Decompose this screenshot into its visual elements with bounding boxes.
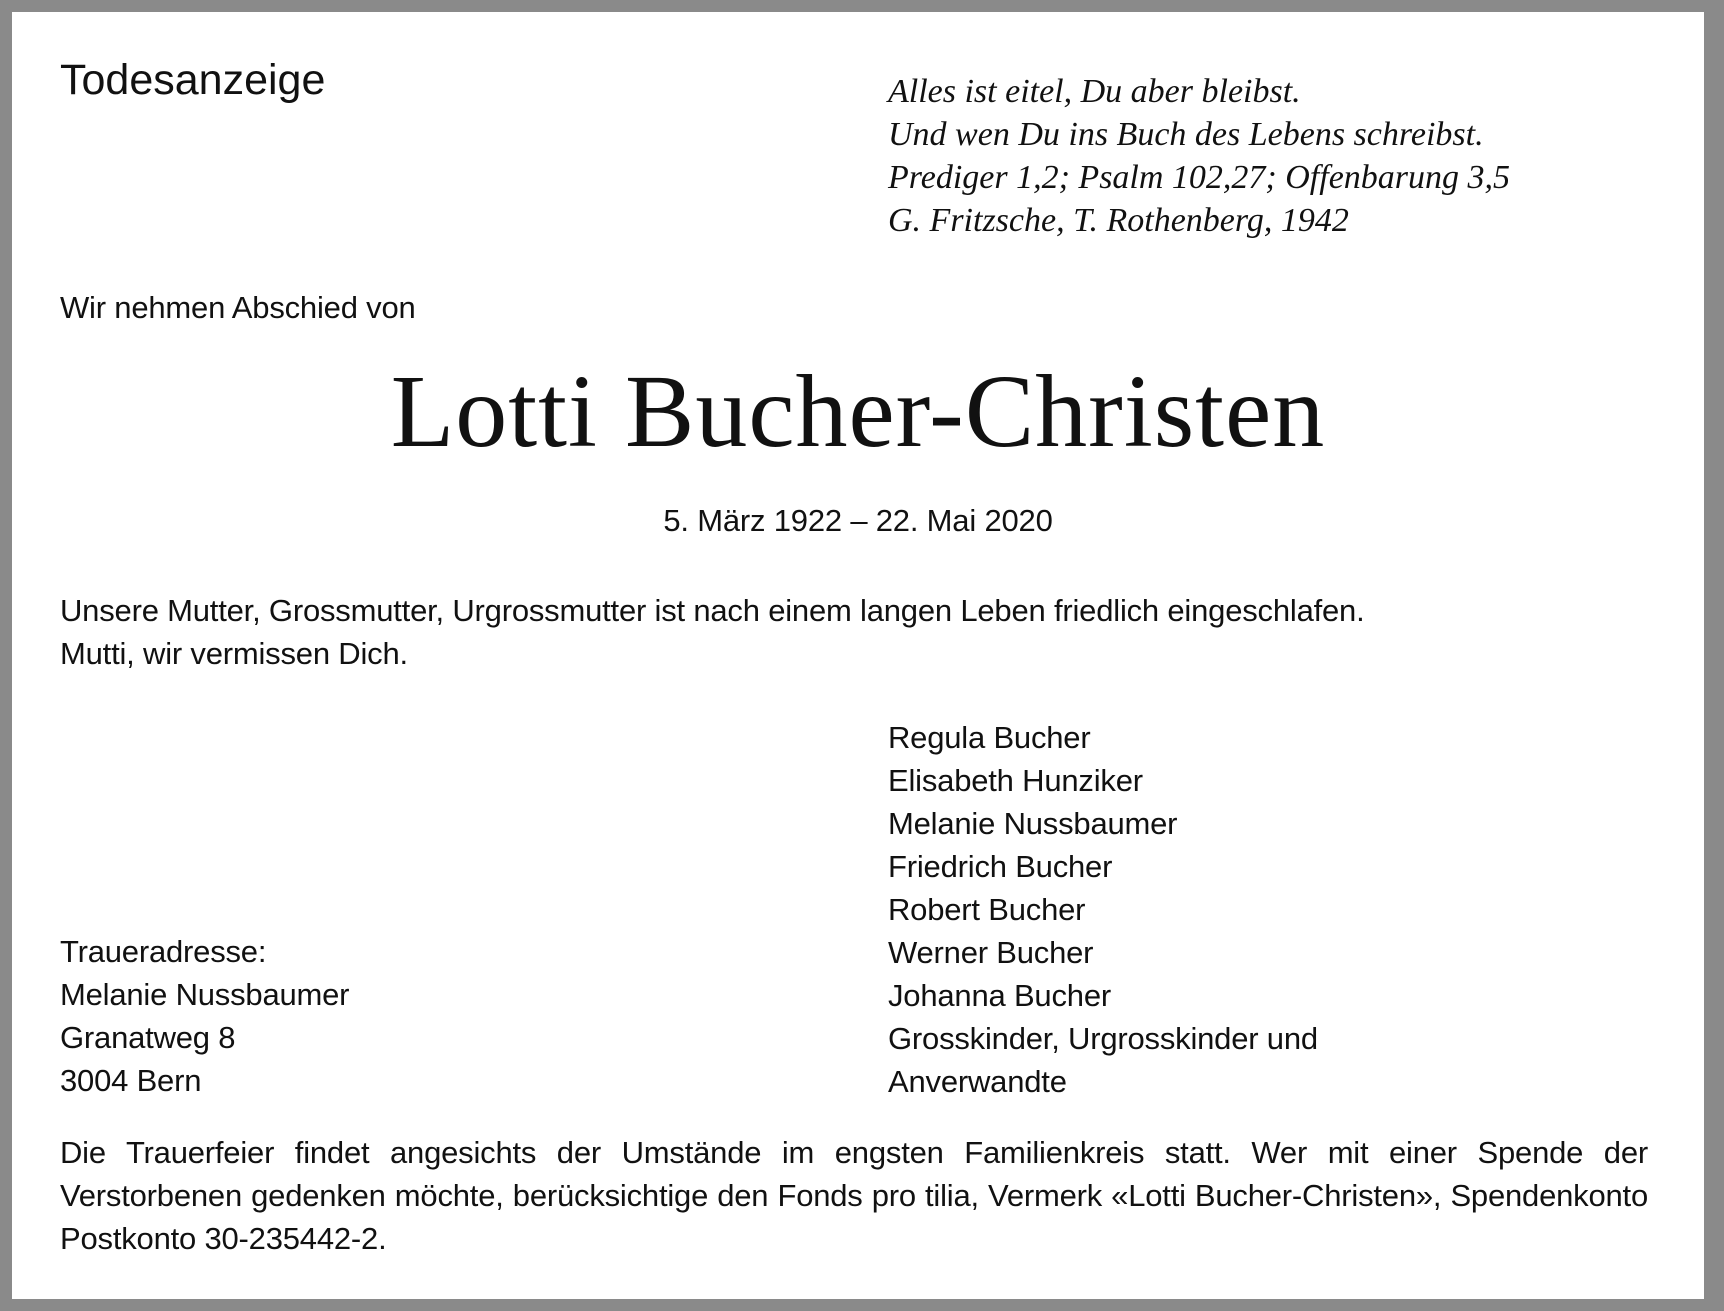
motto-author: G. Fritzsche, T. Rothenberg, 1942 — [888, 202, 1349, 239]
mourner: Anverwandte — [888, 1064, 1067, 1099]
mourner: Elisabeth Hunziker — [888, 763, 1143, 798]
mourner: Robert Bucher — [888, 892, 1086, 927]
family-message — [60, 589, 1365, 675]
address-name: Melanie Nussbaumer — [60, 977, 350, 1012]
intro-text: Wir nehmen Abschied von — [60, 290, 416, 325]
mourners-list — [888, 716, 1318, 1103]
mourner: Grosskinder, Urgrosskinder und — [888, 1021, 1318, 1056]
mourning-address — [60, 930, 349, 1102]
obituary-page — [12, 12, 1704, 1299]
mourner: Johanna Bucher — [888, 978, 1111, 1013]
mourner: Werner Bucher — [888, 935, 1094, 970]
motto-quote — [888, 70, 1510, 242]
mourner: Friedrich Bucher — [888, 849, 1113, 884]
address-label: Traueradresse: — [60, 934, 267, 969]
address-street: Granatweg 8 — [60, 1020, 236, 1055]
motto-line: Alles ist eitel, Du aber bleibst. — [888, 73, 1301, 110]
address-city: 3004 Bern — [60, 1063, 202, 1098]
mourner: Melanie Nussbaumer — [888, 806, 1178, 841]
motto-line: Und wen Du ins Buch des Lebens schreibst. — [888, 116, 1484, 153]
motto-source: Prediger 1,2; Psalm 102,27; Offenbarung 3,5 — [888, 159, 1511, 196]
message-line: Unsere Mutter, Grossmutter, Urgrossmutter ist nach einem langen Leben friedlich eingeschlafen. — [60, 593, 1365, 628]
mourner: Regula Bucher — [888, 720, 1091, 755]
heading: Todesanzeige — [60, 56, 326, 104]
life-dates: 5. März 1922 – 22. Mai 2020 — [663, 503, 1053, 538]
service-notice: Die Trauerfeier findet angesichts der Umstände im engsten Familienkreis statt. Wer mit einer Spende der Verstorbenen gedenken möchte, berücksichtige den Fonds pro tilia, Vermerk «Lotti Bucher-Christen», Spendenkonto Postkonto 30-235442-2. — [60, 1135, 1648, 1256]
deceased-name: Lotti Bucher-Christen — [390, 354, 1326, 469]
message-line: Mutti, wir vermissen Dich. — [60, 636, 408, 671]
